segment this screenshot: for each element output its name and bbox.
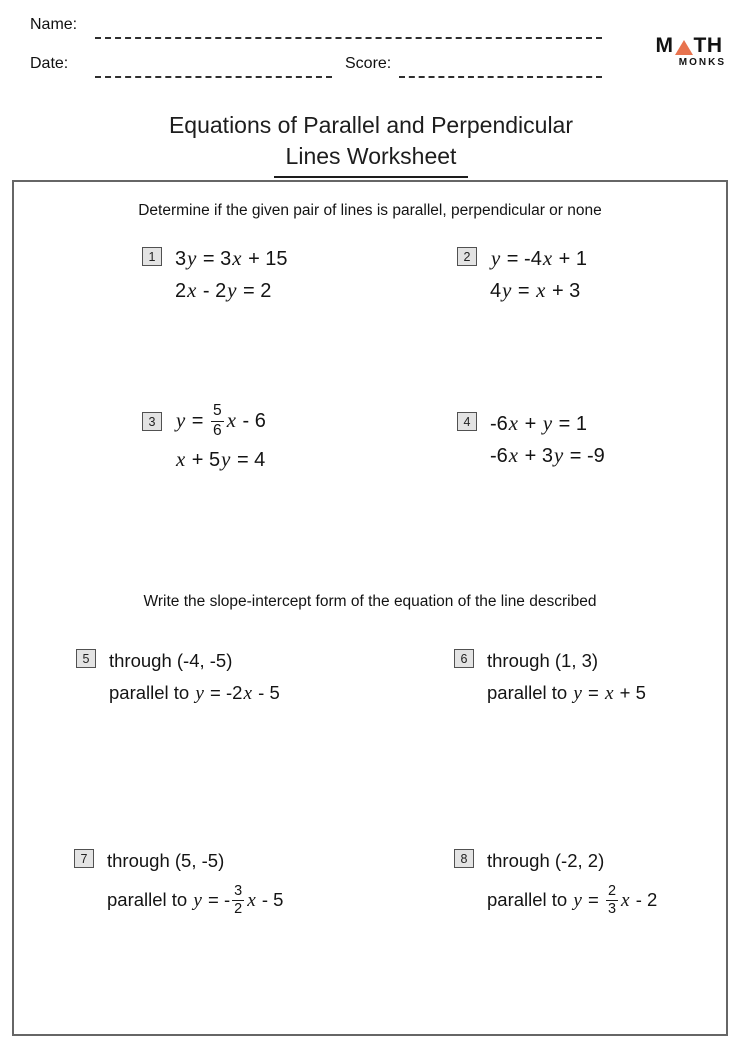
date-write-line xyxy=(95,62,332,78)
problem-8-number: 8 xyxy=(454,849,474,868)
problem-6 xyxy=(454,645,646,710)
problem-7-description xyxy=(107,845,283,924)
score-label: Score: xyxy=(345,55,392,72)
worksheet-box xyxy=(12,180,728,1036)
problem-7 xyxy=(74,845,283,924)
problem-7-parallel: parallel to y = - $\frac{3}{2}$ x - 5 xyxy=(107,883,284,918)
problem-2-eq2: 4y = x + 3 xyxy=(490,279,581,302)
problem-1 xyxy=(142,243,288,307)
problem-7-number: 7 xyxy=(74,849,94,868)
problem-6-description xyxy=(487,645,646,710)
problem-2-eq1: y = -4x + 1 xyxy=(491,247,587,270)
problem-1-eq1: 3y = 3x + 15 xyxy=(175,247,288,270)
problem-2-equations xyxy=(490,243,587,307)
logo-wordmark xyxy=(650,35,728,56)
problem-5-through: through (-4, -5) xyxy=(109,650,233,671)
problem-3-number: 3 xyxy=(142,412,162,431)
title-line1: Equations of Parallel and Perpendicular xyxy=(168,112,574,138)
problem-4-equations xyxy=(490,408,605,472)
date-label: Date: xyxy=(30,55,69,72)
title-line2: Lines Worksheet xyxy=(274,141,469,178)
problem-2 xyxy=(457,243,587,307)
problem-3-equations xyxy=(175,398,266,476)
problem-1-number: 1 xyxy=(142,247,162,266)
problem-8-parallel: parallel to y = $\frac{2}{3}$ x - 2 xyxy=(487,883,658,918)
problem-3-eq2: x + 5y = 4 xyxy=(176,448,266,471)
problem-6-parallel: parallel to y = x + 5 xyxy=(487,682,646,704)
section1-instruction: Determine if the given pair of lines is parallel, perpendicular or none xyxy=(138,202,602,219)
problem-3-eq1: y = $\frac{5}{6}$ x - 6 xyxy=(176,402,266,439)
problem-6-through: through (1, 3) xyxy=(487,650,599,671)
problem-5-parallel: parallel to y = -2x - 5 xyxy=(109,682,280,704)
math-monks-logo xyxy=(650,35,728,68)
logo-m: M xyxy=(655,34,674,57)
problem-1-equations xyxy=(175,243,288,307)
problem-7-through: through (5, -5) xyxy=(107,850,225,871)
problem-4-eq2: -6x + 3y = -9 xyxy=(490,444,605,467)
problem-4-eq1: -6x + y = 1 xyxy=(490,412,587,435)
problem-8-description xyxy=(487,845,657,924)
problem-2-number: 2 xyxy=(457,247,477,266)
problem-4-number: 4 xyxy=(457,412,477,431)
problem-1-eq2: 2x - 2y = 2 xyxy=(175,279,272,302)
section2-instruction: Write the slope-intercept form of the equation of the line described xyxy=(143,593,597,610)
logo-monks: MONKS xyxy=(678,57,726,68)
problem-5-description xyxy=(109,645,280,710)
problem-6-number: 6 xyxy=(454,649,474,668)
problem-5 xyxy=(76,645,280,710)
problem-8-through: through (-2, 2) xyxy=(487,850,605,871)
name-write-line xyxy=(95,23,602,39)
problem-8 xyxy=(454,845,657,924)
score-write-line xyxy=(399,62,602,78)
name-label: Name: xyxy=(30,16,78,33)
page-title xyxy=(0,110,742,178)
triangle-icon xyxy=(675,40,693,55)
problem-3 xyxy=(142,398,266,476)
logo-th: TH xyxy=(693,34,723,57)
problem-5-number: 5 xyxy=(76,649,96,668)
problem-4 xyxy=(457,408,605,472)
